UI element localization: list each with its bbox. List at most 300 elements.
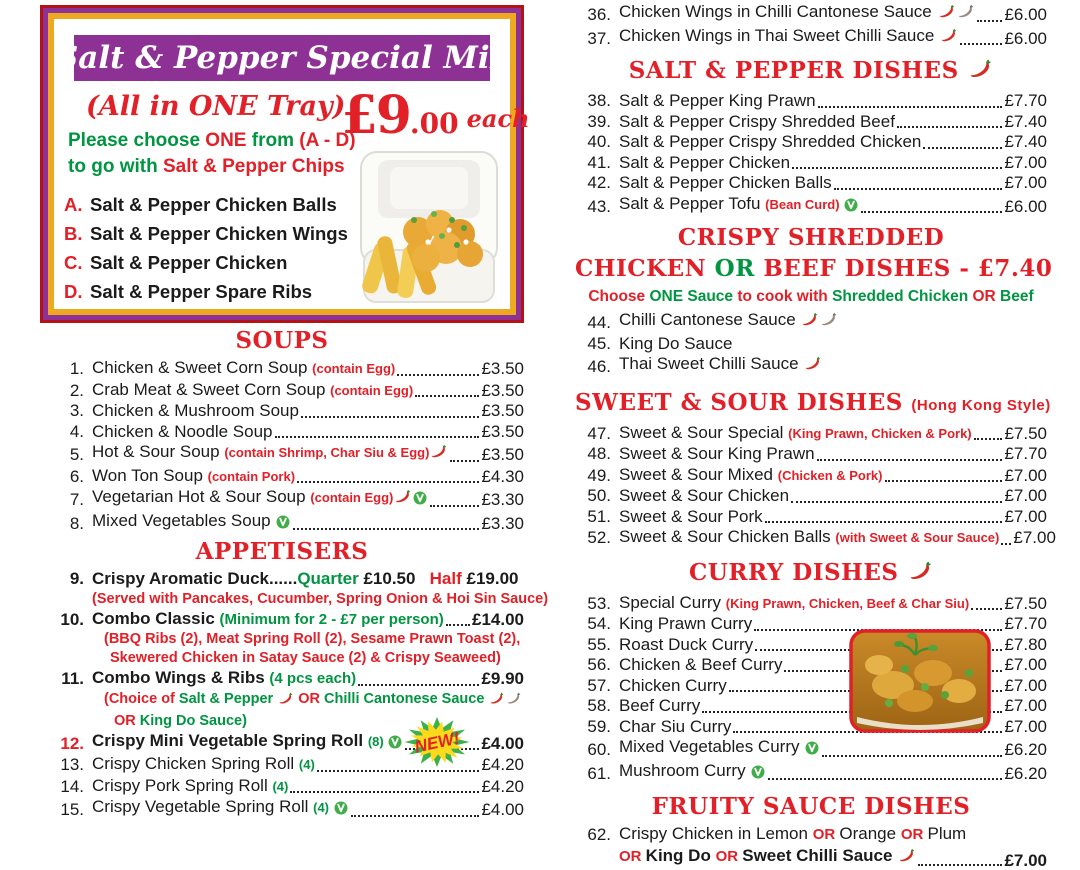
chili-icon: [801, 311, 818, 334]
item-name: [619, 153, 790, 174]
menu-item-row: [575, 112, 1047, 133]
item-price: £7.00: [1004, 486, 1047, 505]
new-badge: [402, 715, 472, 769]
item-number: 7.: [69, 490, 84, 509]
text-segment: Crab Meat & Sweet Corn Soup: [92, 379, 331, 399]
menu-item-row: [575, 194, 1047, 218]
section-header: [575, 794, 1047, 820]
text-segment: APPETISERS: [195, 538, 369, 565]
svg-text:NEW!: NEW!: [412, 727, 462, 756]
option-list: [64, 190, 356, 306]
text-segment: Chilli Cantonese Sauce: [324, 690, 489, 707]
menu-item-row: [40, 668, 524, 690]
text-segment: (8): [367, 733, 388, 749]
choose-line-2: [68, 154, 356, 180]
item-number: 50.: [587, 486, 611, 505]
menu-section: [40, 328, 524, 534]
menu-section: [575, 388, 1056, 549]
menu-item-row: [575, 26, 1047, 50]
text-segment: Crispy Chicken Spring Roll: [92, 754, 299, 773]
dot-leader: [290, 791, 479, 793]
chili-icon: [908, 559, 932, 589]
item-name: [619, 655, 782, 676]
item-subnote: [575, 846, 1047, 870]
dot-leader: [351, 815, 480, 817]
dot-leader: [960, 43, 1002, 45]
option-row: [64, 219, 356, 248]
chili-gray-icon: [506, 691, 521, 712]
dot-leader: [301, 416, 480, 418]
section-header: [40, 328, 524, 354]
menu-item-row: [575, 824, 1047, 846]
text-segment: Mixed Vegetables Curry: [619, 737, 805, 756]
dot-leader: [297, 481, 479, 483]
text-segment: - £7.40: [950, 255, 1053, 282]
text-segment: Chicken & Beef Curry: [619, 655, 783, 674]
text-segment: Won Ton Soup: [92, 465, 208, 485]
text-segment: (contain Egg): [310, 490, 394, 505]
text-segment: ......: [268, 569, 298, 588]
text-segment: Thai Sweet Chilli Sauce: [619, 354, 804, 373]
text-segment: (4): [313, 800, 333, 815]
section-header: [575, 559, 1047, 589]
chili-icon: [489, 691, 504, 712]
item-price: £3.50: [481, 445, 524, 464]
menu-item-row: [575, 444, 1047, 465]
dot-leader: [275, 436, 480, 438]
item-price: £7.00: [1004, 716, 1047, 736]
option-row: [64, 190, 356, 219]
item-price: £6.00: [1004, 196, 1047, 216]
text-segment: Sweet & Sour Pork: [619, 506, 763, 526]
menu-section: [575, 2, 1047, 49]
text-segment: Choose: [588, 288, 650, 305]
item-name: [92, 358, 395, 380]
chili-icon: [394, 488, 411, 511]
subnote-text: [619, 846, 916, 870]
chili-icon: [278, 691, 293, 712]
item-price: £7.40: [1004, 111, 1047, 131]
item-name: [92, 511, 291, 535]
item-price: £4.00: [481, 800, 524, 819]
text-segment: Chicken & Noodle Soup: [92, 421, 273, 441]
item-price: £7.00: [1004, 173, 1047, 192]
option-letter: C.: [64, 252, 83, 273]
item-name: [92, 797, 349, 821]
section-subtitle: [575, 286, 1047, 307]
item-name: [619, 465, 883, 487]
item-name: [619, 173, 832, 194]
item-name: [619, 354, 822, 378]
menu-section: [575, 224, 1053, 378]
text-segment: OR: [972, 288, 1001, 305]
text-segment: Skewered Chicken in Satay Sauce (2) & Crispy Seaweed): [110, 650, 501, 666]
text-segment: King Do: [645, 845, 716, 865]
item-price: £3.50: [481, 359, 524, 378]
menu-item-row: [575, 465, 1047, 487]
item-name: [619, 334, 732, 355]
menu-item-row: [575, 132, 1047, 153]
item-number: 42.: [587, 173, 611, 192]
item-price: £7.50: [1004, 423, 1047, 443]
text-segment: (Chicken & Pork): [777, 467, 883, 483]
item-price: £7.00: [1013, 528, 1056, 547]
menu-item-row: [40, 466, 524, 488]
item-name: [619, 194, 859, 218]
text-segment: Roast Duck Curry: [619, 634, 754, 654]
item-number: 9.: [69, 569, 84, 588]
menu-item-row: [575, 173, 1047, 194]
item-number: 4.: [69, 421, 84, 441]
dot-leader: [834, 188, 1003, 190]
chili-icon: [968, 57, 992, 87]
menu-item-row: [40, 727, 524, 756]
text-segment: Salt & Pepper Crispy Shredded Beef: [619, 111, 895, 131]
item-number: 13.: [60, 755, 84, 774]
text-segment: Combo Classic: [92, 608, 220, 628]
dot-leader: [358, 684, 479, 686]
section-header: [575, 57, 1047, 87]
menu-item-row: [575, 423, 1047, 445]
item-name: [619, 2, 975, 26]
veg-icon: [276, 514, 290, 535]
item-number: 58.: [587, 696, 611, 715]
option-letter: B.: [64, 223, 83, 244]
price-badge: [341, 85, 530, 146]
item-number: 49.: [587, 465, 611, 485]
item-name: [619, 132, 921, 153]
menu-item-row: [575, 310, 1047, 334]
item-price: £14.00: [472, 609, 524, 629]
item-price: £4.00: [481, 733, 524, 753]
text-segment: Char Siu Curry: [619, 716, 732, 736]
item-price: £7.00: [1004, 465, 1047, 485]
item-number: 59.: [587, 716, 611, 736]
option-label: Salt & Pepper Chicken Wings: [90, 223, 348, 244]
item-number: 55.: [587, 634, 611, 654]
text-segment: Chicken & Sweet Corn Soup: [92, 358, 313, 377]
section-header: [575, 388, 1051, 419]
item-number: 44.: [587, 313, 611, 332]
item-name: [92, 609, 444, 631]
text-segment: Crispy Aromatic Duck: [92, 569, 269, 588]
item-price: £6.20: [1004, 740, 1047, 759]
item-subnote: [40, 690, 524, 712]
curry-photo: [849, 629, 991, 738]
text-segment: SOUPS: [235, 327, 329, 354]
veg-icon: [844, 197, 858, 218]
text-segment: King Do Sauce): [139, 712, 247, 729]
item-name: [619, 696, 700, 717]
text-segment: (4): [298, 757, 315, 772]
item-price: £3.30: [481, 490, 524, 509]
text-segment: OR: [294, 690, 325, 707]
text-segment: (Hong Kong Style): [911, 396, 1051, 414]
item-price: £7.40: [1004, 132, 1047, 151]
menu-section: [575, 794, 1047, 870]
item-price: £7.00: [1004, 152, 1047, 172]
text-segment: (contain Pork): [207, 468, 296, 484]
menu-item-row: [575, 334, 1047, 355]
subnote-text: [92, 590, 548, 609]
item-price: £4.20: [481, 776, 524, 796]
item-number: 51.: [587, 506, 611, 526]
menu-item-row: [40, 401, 524, 422]
text-segment: Combo Wings & Ribs: [92, 668, 270, 687]
item-price: £7.70: [1004, 614, 1047, 633]
text-segment: (contain Egg): [312, 361, 396, 376]
item-number: 14.: [60, 776, 84, 796]
dot-leader: [923, 147, 1002, 149]
item-price: £7.70: [1004, 444, 1047, 463]
item-name: [92, 466, 295, 488]
text-segment: Salt & Pepper: [178, 690, 278, 707]
item-number: 48.: [587, 444, 611, 463]
chili-icon: [938, 3, 955, 26]
item-number: 53.: [587, 593, 611, 613]
item-number: 54.: [587, 614, 611, 633]
item-name: [92, 487, 428, 511]
text-segment: Please choose: [68, 130, 206, 151]
text-segment: (Bean Curd): [765, 196, 844, 212]
item-number: 62.: [587, 825, 611, 844]
item-number: 10.: [60, 609, 84, 629]
dot-leader: [792, 167, 1002, 169]
item-number: 12.: [60, 733, 84, 753]
text-segment: OR: [114, 712, 140, 729]
veg-icon: [388, 734, 402, 755]
text-segment: Sweet & Sour Mixed: [619, 464, 778, 484]
text-segment: Plum: [927, 824, 967, 843]
option-row: [64, 277, 356, 306]
dot-leader: [415, 395, 479, 397]
special-mix-box-inner: [48, 13, 530, 315]
text-segment: OR: [714, 255, 755, 282]
item-number: 8.: [69, 513, 84, 533]
dot-leader: [768, 778, 1002, 780]
item-number: 60.: [587, 740, 611, 759]
text-segment: OR: [812, 826, 840, 843]
item-name: [92, 754, 315, 776]
text-segment: Hot & Sour Soup: [92, 442, 225, 461]
item-number: 61.: [587, 763, 611, 783]
item-name: [619, 676, 727, 697]
text-segment: Special Curry: [619, 592, 726, 612]
item-name: [619, 310, 838, 334]
item-subnote: [40, 590, 549, 609]
menu-section: [575, 57, 1047, 217]
item-name: [92, 401, 299, 422]
text-segment: Half: [429, 569, 467, 588]
dot-leader: [897, 126, 1003, 128]
dot-leader: [791, 501, 1002, 503]
menu-item-row: [575, 527, 1056, 549]
text-segment: £10.50: [363, 569, 416, 588]
veg-icon: [751, 764, 765, 785]
chili-gray-icon: [820, 311, 837, 334]
item-price: £7.80: [1004, 634, 1047, 654]
option-label: Salt & Pepper Spare Ribs: [90, 281, 313, 302]
item-price: £7.00: [1004, 850, 1047, 870]
text-segment: CRISPY SHREDDED: [677, 224, 945, 251]
dot-leader: [977, 20, 1003, 22]
item-price: £7.50: [1004, 593, 1047, 613]
text-segment: Mushroom Curry: [619, 760, 751, 780]
text-segment: (4): [272, 778, 289, 794]
item-number: 47.: [587, 423, 611, 443]
text-segment: Sweet & Sour Special: [619, 422, 789, 442]
item-number: 46.: [587, 357, 611, 376]
choose-line-1: [68, 128, 356, 154]
item-price: £9.90: [481, 669, 524, 688]
item-number: 11.: [61, 669, 84, 688]
dot-leader: [817, 459, 1003, 461]
dot-leader: [1001, 543, 1011, 545]
item-price: £4.30: [481, 466, 524, 486]
text-segment: (Minimum for 2 - £7 per person): [219, 610, 444, 628]
text-segment: CURRY DISHES: [688, 558, 907, 586]
item-subnote: [40, 630, 524, 649]
text-segment: (King Prawn, Chicken, Beef & Char Siu): [725, 595, 970, 611]
menu-item-row: [40, 442, 524, 466]
special-box-body: [64, 85, 530, 313]
text-segment: (contain Shrimp, Char Siu & Egg): [224, 445, 430, 460]
right-column: [575, 0, 1056, 870]
item-number: 3.: [69, 401, 84, 420]
subnote-text: [104, 630, 520, 649]
veg-icon: [805, 740, 819, 761]
special-box-right: [341, 85, 530, 313]
dot-leader: [918, 864, 1002, 866]
text-segment: (Choice of: [104, 690, 179, 707]
price-decimals: .00: [409, 107, 459, 140]
item-number: 45.: [587, 333, 611, 353]
item-name: [619, 444, 815, 465]
chili-icon: [430, 443, 447, 466]
item-number: 39.: [587, 111, 611, 131]
menu-item-row: [575, 153, 1047, 174]
text-segment: OR: [619, 847, 646, 865]
item-number: 40.: [587, 132, 611, 151]
text-segment: from: [246, 130, 300, 151]
item-name: [619, 824, 966, 846]
text-segment: (contain Egg): [330, 382, 414, 398]
salt-pepper-chips-photo: [356, 150, 508, 313]
text-segment: to go with: [68, 156, 163, 177]
menu-item-row: [575, 354, 1047, 378]
text-segment: Chicken Curry: [619, 675, 727, 695]
item-name: [619, 112, 895, 133]
text-segment: (King Prawn, Chicken & Pork): [788, 425, 972, 441]
menu-section: [575, 559, 1047, 785]
menu-item-row: [40, 776, 524, 798]
item-price: £3.50: [481, 421, 524, 441]
special-title: Salt & Pepper Special Mix: [55, 40, 509, 76]
text-segment: Chilli Cantonese Sauce: [619, 310, 801, 329]
item-number: 57.: [587, 675, 611, 695]
special-mix-box-purple-border: [43, 8, 530, 320]
option-row: [64, 248, 356, 277]
item-number: 43.: [587, 196, 611, 216]
text-segment: [415, 569, 429, 588]
subnote-text: [114, 712, 247, 731]
menu-item-row: [40, 511, 524, 535]
item-number: 38.: [587, 91, 611, 110]
menu-item-row: [40, 609, 524, 631]
text-segment: FRUITY SAUCE DISHES: [651, 793, 971, 820]
option-letter: D.: [64, 281, 83, 302]
menu-item-row: [575, 486, 1047, 507]
veg-icon: [334, 800, 348, 821]
item-price: £7.00: [1004, 696, 1047, 715]
each-label: each: [466, 104, 530, 133]
item-name: [92, 380, 413, 402]
menu-item-row: [40, 422, 524, 443]
text-segment: Vegetarian Hot & Sour Soup: [92, 487, 311, 506]
text-segment: Sweet & Sour Chicken: [619, 486, 790, 505]
item-number: 2.: [69, 380, 84, 400]
text-segment: Quarter: [297, 569, 364, 588]
item-price: £6.00: [1004, 28, 1047, 48]
menu-item-row: [40, 569, 524, 590]
subnote-text: [104, 690, 522, 712]
menu-item-row: [40, 380, 524, 402]
text-segment: to cook with: [737, 288, 833, 305]
dot-leader: [446, 624, 470, 626]
text-segment: Shredded Chicken: [832, 288, 973, 305]
pound-amount: £9: [341, 85, 410, 146]
item-name: [92, 731, 403, 755]
text-segment: Salt & Pepper Chicken: [619, 152, 791, 172]
option-label: Salt & Pepper Chicken Balls: [90, 194, 337, 215]
item-name: [619, 507, 763, 528]
text-segment: Crispy Vegetable Spring Roll: [92, 797, 314, 816]
text-segment: Sweet & Sour Chicken Balls: [619, 527, 836, 546]
text-segment: Chicken Wings in Chilli Cantonese Sauce: [619, 2, 937, 21]
dot-leader: [765, 521, 1003, 523]
text-segment: OR: [715, 847, 743, 865]
item-price: £7.00: [1004, 506, 1047, 526]
text-segment: Crispy Mini Vegetable Spring Roll: [92, 730, 368, 750]
item-number: 37.: [587, 28, 611, 48]
text-segment: Salt & Pepper Chips: [162, 156, 345, 177]
dot-leader: [317, 770, 480, 772]
special-title-band: [55, 35, 509, 81]
menu-item-row: [575, 507, 1047, 528]
text-segment: Beef Curry: [619, 696, 701, 715]
text-segment: SWEET & SOUR DISHES: [575, 388, 912, 416]
chili-icon: [898, 847, 915, 870]
item-name: [92, 422, 273, 443]
text-segment: (Served with Pancakes, Cucumber, Spring Onion & Hoi Sin Sauce): [92, 590, 549, 607]
left-sections: [40, 327, 549, 821]
text-segment: King Do Sauce: [619, 333, 733, 353]
item-name: [92, 569, 518, 590]
text-segment: SALT & PEPPER DISHES: [628, 57, 968, 84]
text-segment: £19.00: [466, 569, 519, 588]
menu-section: [40, 538, 549, 821]
item-name: [92, 776, 288, 798]
item-price: £7.00: [1004, 655, 1047, 674]
text-segment: Chicken & Mushroom Soup: [92, 401, 299, 420]
text-segment: Sweet Chilli Sauce: [742, 845, 898, 865]
item-price: £7.00: [1004, 675, 1047, 695]
text-segment: Crispy Chicken in Lemon: [619, 824, 813, 843]
item-subnote: [40, 649, 524, 668]
item-number: 6.: [69, 466, 84, 486]
item-price: £3.50: [481, 380, 524, 400]
text-segment: Salt & Pepper Chicken Balls: [619, 173, 832, 192]
